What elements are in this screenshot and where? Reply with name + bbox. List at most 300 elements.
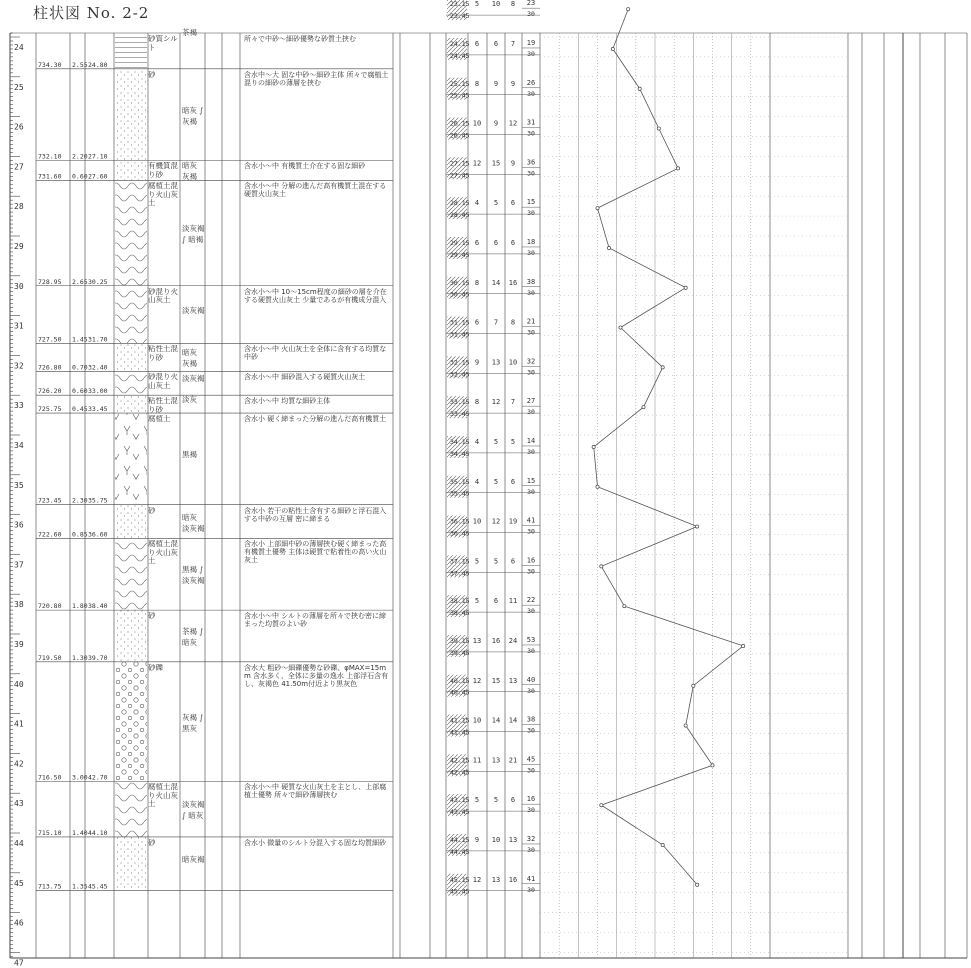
spt-depth: 30.15 (450, 278, 470, 287)
spt-penetration: 30 (527, 885, 535, 894)
spt-penetration: 30 (527, 646, 535, 655)
n-value-point (592, 445, 595, 448)
spt-bottom-depth: 27.45 (450, 171, 470, 180)
spt-depth: 41.15 (450, 716, 470, 725)
layer-thickness: 2.30 (72, 496, 88, 505)
layer-color-text: 暗灰 淡灰褐 (182, 512, 205, 533)
spt-blows-2: 12 (491, 517, 501, 526)
spt-n-value: 16 (526, 556, 536, 565)
layer-bottom-depth: 31.70 (88, 335, 108, 344)
depth-scale-label: 24 (14, 43, 24, 52)
spt-bottom-depth: 34.45 (450, 449, 470, 458)
layer-elevation: 725.75 (38, 405, 62, 414)
spt-penetration: 30 (527, 686, 535, 695)
layer-description-text: 含水小～中 有機質土介在する固な細砂 (244, 162, 366, 171)
layer-soil-name (148, 182, 180, 302)
spt-blows-2: 7 (493, 318, 499, 327)
layer-description (244, 839, 392, 959)
spt-bottom-depth: 45.45 (450, 887, 470, 896)
n-value-point (611, 47, 614, 50)
layer-thickness: 1.40 (72, 828, 88, 837)
depth-scale-label: 29 (14, 242, 24, 251)
spt-bottom-depth: 23.45 (450, 12, 470, 21)
spt-penetration: 30 (527, 129, 535, 138)
spt-penetration: 30 (527, 49, 535, 58)
spt-blows-2: 13 (491, 875, 501, 884)
layer-bottom-depth: 38.40 (88, 602, 108, 611)
spt-blows-2: 6 (493, 238, 499, 247)
spt-depth: 35.15 (450, 477, 470, 486)
spt-n-value: 23 (526, 0, 536, 8)
spt-blows-1: 9 (474, 835, 480, 844)
spt-bottom-depth: 28.45 (450, 211, 470, 220)
spt-depth: 24.15 (450, 39, 470, 48)
layer-bottom-depth: 35.75 (88, 496, 108, 505)
spt-blows-2: 12 (491, 398, 501, 407)
depth-scale-label: 47 (14, 958, 24, 968)
spt-blows-3: 16 (508, 875, 518, 884)
spt-blows-2: 5 (493, 557, 499, 566)
layer-soil-name-text: 砂質シルト (148, 35, 178, 52)
spt-blows-1: 6 (474, 318, 480, 327)
layer-soil-name-text: 粘性土混り砂 (148, 345, 178, 362)
layer-thickness: 2.65 (72, 277, 88, 286)
spt-penetration: 30 (527, 169, 535, 178)
layer-color-text: 茶褐 (182, 28, 197, 37)
spt-bottom-depth: 39.45 (450, 648, 470, 657)
layer-color-text: 暗灰 灰褐 (182, 348, 197, 369)
n-value-point (600, 565, 603, 568)
spt-blows-1: 4 (474, 477, 480, 486)
spt-n-value: 38 (526, 277, 536, 286)
n-value-point (661, 843, 664, 846)
n-value-point (623, 605, 626, 608)
spt-depth: 42.15 (450, 756, 470, 765)
spt-blows-3: 14 (508, 716, 518, 725)
layer-color (182, 854, 206, 968)
spt-penetration: 30 (527, 209, 535, 218)
spt-depth: 36.15 (450, 517, 470, 526)
layer-thickness: 1.30 (72, 653, 88, 662)
spt-penetration: 30 (527, 328, 535, 337)
spt-depth: 23.15 (450, 0, 470, 9)
layer-description-text: 含水小～中 10～15cm程度の細砂の層を介在する硬質火山灰土 少量であるが有機成分混入 (244, 287, 387, 304)
layer-bottom-depth: 30.25 (88, 277, 108, 286)
layer-description-text: 含水小～中 火山灰土を全体に含有する均質な中砂 (244, 345, 387, 362)
n-value-point (600, 804, 603, 807)
spt-penetration: 30 (527, 487, 535, 496)
spt-bottom-depth: 29.45 (450, 250, 470, 259)
spt-n-value: 14 (526, 436, 536, 445)
layer-thickness: 2.20 (72, 152, 88, 161)
soil-pattern-fill (115, 413, 147, 505)
spt-bottom-depth: 40.45 (450, 688, 470, 697)
spt-blows-3: 6 (510, 557, 516, 566)
layer-soil-name-text: 砂 (148, 70, 156, 79)
depth-scale-label: 44 (14, 839, 24, 848)
spt-penetration: 30 (527, 607, 535, 616)
soil-pattern-fill (115, 395, 147, 413)
spt-bottom-depth: 30.45 (450, 290, 470, 299)
spt-depth: 44.15 (450, 835, 470, 844)
layer-color-text: 淡灰褐 (182, 305, 205, 315)
layer-elevation: 731.60 (38, 172, 62, 181)
spt-blows-2: 13 (491, 756, 501, 765)
spt-blows-1: 5 (474, 796, 480, 805)
layer-bottom-depth: 27.10 (88, 152, 108, 161)
layer-soil-name-text: 粘性土混り砂 (148, 397, 178, 414)
spt-blows-2: 9 (493, 119, 499, 128)
spt-depth: 37.15 (450, 557, 470, 566)
soil-pattern-fill (115, 837, 147, 891)
layer-color-text: 淡灰 (182, 395, 197, 405)
soil-pattern-fill (115, 33, 147, 69)
layer-thickness: 1.35 (72, 882, 88, 891)
layer-thickness: 0.60 (72, 387, 88, 396)
spt-blows-1: 10 (472, 517, 482, 526)
layer-soil-name (148, 839, 180, 959)
layer-soil-name-text: 砂 (148, 612, 156, 621)
spt-blows-1: 5 (474, 597, 480, 606)
layer-elevation: 727.50 (38, 335, 62, 344)
spt-blows-3: 13 (508, 835, 518, 844)
spt-penetration: 30 (527, 845, 535, 854)
spt-n-value: 26 (526, 78, 536, 87)
spt-penetration: 30 (527, 368, 535, 377)
layer-color-text: 淡灰褐 ∫ 暗灰 (182, 800, 205, 821)
layer-color-text: 暗灰 灰褐 (182, 161, 197, 182)
spt-n-value: 16 (526, 795, 536, 804)
layer-soil-name-text: 砂混り火山灰土 (148, 373, 178, 390)
spt-blows-2: 14 (491, 716, 501, 725)
n-value-point (742, 644, 745, 647)
spt-blows-1: 12 (472, 159, 482, 168)
spt-penetration: 30 (527, 10, 535, 19)
spt-blows-2: 6 (493, 39, 499, 48)
spt-blows-2: 9 (493, 79, 499, 88)
layer-thickness: 1.80 (72, 602, 88, 611)
layer-elevation: 728.95 (38, 277, 62, 286)
layer-bottom-depth: 44.10 (88, 828, 108, 837)
layer-description-text: 含水小 微量のシルト分混入する固な均質細砂 (244, 838, 387, 847)
spt-blows-1: 8 (474, 398, 480, 407)
spt-depth: 33.15 (450, 398, 470, 407)
depth-scale-label: 36 (14, 520, 24, 530)
spt-depth: 38.15 (450, 597, 470, 606)
soil-pattern-fill (115, 160, 147, 180)
n-value-point (661, 366, 664, 369)
spt-blows-2: 13 (491, 358, 501, 367)
spt-bottom-depth: 38.45 (450, 609, 470, 618)
spt-blows-2: 10 (491, 0, 501, 9)
spt-depth: 34.15 (450, 437, 470, 446)
spt-blows-3: 21 (508, 756, 518, 765)
layer-description (244, 664, 392, 784)
soil-pattern-fill (115, 69, 147, 161)
soil-pattern-fill (115, 505, 147, 539)
layer-bottom-depth: 42.70 (88, 773, 108, 782)
spt-blows-1: 5 (474, 0, 480, 9)
spt-blows-1: 9 (474, 358, 480, 367)
spt-penetration: 30 (527, 726, 535, 735)
layer-bottom-depth: 39.70 (88, 653, 108, 662)
spt-depth: 40.15 (450, 676, 470, 685)
layer-thickness: 1.45 (72, 335, 88, 344)
layer-elevation: 722.60 (38, 530, 62, 539)
spt-depth: 27.15 (450, 159, 470, 168)
n-value-point (619, 326, 622, 329)
spt-penetration: 30 (527, 248, 535, 257)
layer-color-text: 淡灰褐 ∫ 暗褐 (182, 224, 205, 244)
depth-scale-label: 42 (14, 759, 24, 769)
spt-n-value: 32 (526, 834, 536, 843)
spt-blows-3: 16 (508, 278, 518, 287)
spt-blows-3: 6 (510, 796, 516, 805)
n-value-point (642, 406, 645, 409)
spt-blows-2: 14 (491, 278, 501, 287)
layer-elevation: 715.10 (38, 828, 62, 837)
spt-n-value: 38 (526, 715, 536, 724)
soil-pattern-fill (115, 286, 147, 344)
depth-scale-label: 27 (14, 162, 24, 172)
spt-blows-2: 16 (491, 636, 501, 645)
layer-description-text: 含水小 上部細中砂の薄層挟む硬く締まった高有機質土優勢 主体は硬質で粘着性の高い火山灰土 (244, 540, 387, 565)
spt-bottom-depth: 41.45 (450, 728, 470, 737)
depth-scale-label: 43 (14, 799, 24, 809)
spt-bottom-depth: 42.45 (450, 768, 470, 777)
soil-pattern-fill (115, 343, 147, 371)
n-value-point (596, 207, 599, 210)
layer-description-text: 含水小～中 分解の進んだ高有機質土混在する硬質火山灰土 (244, 182, 387, 199)
page-title: 柱状図 No. 2-2 (33, 4, 150, 22)
layer-thickness: 0.70 (72, 363, 88, 372)
layer-description-text: 含水小 硬く締まった分解の進んだ高有機質土 (244, 415, 387, 424)
spt-penetration: 30 (527, 766, 535, 775)
spt-blows-3: 6 (510, 199, 516, 208)
n-value-point (684, 724, 687, 727)
spt-n-value: 40 (526, 675, 536, 684)
n-value-point (684, 286, 687, 289)
layer-thickness: 2.55 (72, 60, 88, 69)
spt-bottom-depth: 37.45 (450, 569, 470, 578)
layer-elevation: 726.80 (38, 363, 62, 372)
layer-bottom-depth: 45.45 (88, 882, 108, 891)
spt-penetration: 30 (527, 567, 535, 576)
spt-bottom-depth: 35.45 (450, 489, 470, 498)
n-value-point (638, 87, 641, 90)
depth-scale-label: 37 (14, 560, 24, 570)
spt-penetration: 30 (527, 288, 535, 297)
spt-blows-2: 5 (493, 437, 499, 446)
depth-scale-label: 41 (14, 719, 24, 729)
soil-pattern-fill (115, 180, 147, 285)
depth-scale-label: 26 (14, 122, 24, 132)
depth-scale-label: 35 (14, 480, 24, 490)
spt-bottom-depth: 36.45 (450, 529, 470, 538)
spt-blows-2: 5 (493, 796, 499, 805)
spt-blows-3: 9 (510, 159, 516, 168)
layer-soil-name-text: 砂礫 (148, 663, 163, 672)
layer-thickness: 3.00 (72, 773, 88, 782)
spt-blows-1: 10 (472, 119, 482, 128)
layer-soil-name-text: 砂混り火山灰土 (148, 287, 178, 305)
spt-n-value: 21 (526, 317, 536, 326)
spt-depth: 26.15 (450, 119, 470, 128)
n-value-point (696, 525, 699, 528)
spt-depth: 28.15 (450, 199, 470, 208)
layer-description-text: 含水小～中 硬質な火山灰土を主とし、上部腐植土優勢 所々で細砂薄層挟む (244, 783, 387, 800)
layer-bottom-depth: 24.80 (88, 60, 108, 69)
depth-scale-label: 40 (14, 679, 24, 689)
layer-elevation: 720.80 (38, 602, 62, 611)
spt-penetration: 30 (527, 527, 535, 536)
spt-blows-3: 12 (508, 119, 518, 128)
spt-blows-3: 11 (508, 597, 518, 606)
layer-bottom-depth: 27.60 (88, 172, 108, 181)
spt-n-value: 27 (526, 397, 536, 406)
n-value-point (692, 684, 695, 687)
layer-elevation: 716.50 (38, 773, 62, 782)
spt-blows-1: 12 (472, 875, 482, 884)
depth-scale-label: 34 (14, 441, 24, 450)
n-value-chart (540, 8, 848, 958)
depth-scale-label: 39 (14, 640, 24, 649)
layer-soil-name-text: 砂 (148, 506, 156, 515)
depth-scale-label: 46 (14, 918, 24, 928)
spt-n-value: 41 (526, 516, 536, 525)
spt-blows-1: 4 (474, 437, 480, 446)
spt-blows-2: 6 (493, 597, 499, 606)
spt-blows-2: 10 (491, 835, 501, 844)
spt-depth: 45.15 (450, 875, 470, 884)
layer-thickness: 0.45 (72, 405, 88, 414)
layer-soil-name-text: 有機質混り砂 (148, 162, 178, 179)
spt-blows-1: 8 (474, 278, 480, 287)
spt-n-value: 31 (526, 118, 536, 127)
spt-blows-2: 15 (491, 676, 501, 685)
spt-n-value: 15 (526, 476, 536, 485)
layer-soil-name (148, 664, 180, 784)
layer-bottom-depth: 36.60 (88, 530, 108, 539)
spt-depth: 25.15 (450, 79, 470, 88)
layer-description-text: 含水中～大 固な中砂～細砂主体 所々で腐植土混りの細砂の薄層を挟む (244, 70, 389, 87)
spt-bottom-depth: 26.45 (450, 131, 470, 140)
depth-scale-label: 45 (14, 878, 24, 888)
spt-blows-3: 7 (510, 398, 516, 407)
spt-blows-3: 8 (510, 318, 516, 327)
spt-n-value: 36 (526, 158, 536, 167)
spt-blows-3: 13 (508, 676, 518, 685)
layer-color-text: 黒褐 ∫ 淡灰褐 (182, 565, 205, 586)
layer-color-text: 黒褐 (182, 449, 197, 459)
spt-blows-2: 15 (491, 159, 501, 168)
n-value-point (676, 167, 679, 170)
spt-penetration: 30 (527, 89, 535, 98)
depth-scale-label: 30 (14, 281, 24, 291)
layer-elevation: 726.20 (38, 387, 62, 396)
spt-blows-1: 6 (474, 39, 480, 48)
spt-blows-3: 6 (510, 238, 516, 247)
spt-n-value: 41 (526, 874, 536, 883)
spt-n-value: 32 (526, 357, 536, 366)
spt-blows-3: 24 (508, 636, 518, 645)
spt-blows-3: 6 (510, 477, 516, 486)
layer-soil-name-text: 腐植土 (148, 415, 171, 424)
spt-n-value: 18 (526, 237, 536, 246)
depth-scale-label: 28 (14, 202, 24, 212)
spt-n-value: 53 (526, 635, 536, 644)
spt-depth: 43.15 (450, 796, 470, 805)
spt-bottom-depth: 24.45 (450, 51, 470, 60)
spt-bottom-depth: 43.45 (450, 808, 470, 817)
spt-blows-2: 5 (493, 477, 499, 486)
depth-scale-label: 31 (14, 321, 24, 331)
spt-bottom-depth: 32.45 (450, 370, 470, 379)
layer-color-text: 淡灰褐 (182, 374, 205, 384)
layer-color-text: 暗灰褐 (182, 854, 205, 864)
depth-scale-label: 25 (14, 82, 24, 92)
spt-blows-2: 5 (493, 199, 499, 208)
depth-scale-label: 38 (14, 600, 24, 610)
layer-bottom-depth: 33.45 (88, 405, 108, 414)
spt-blows-1: 10 (472, 716, 482, 725)
spt-penetration: 30 (527, 447, 535, 456)
spt-blows-1: 4 (474, 199, 480, 208)
n-value-point (657, 127, 660, 130)
table-text-layer (14, 0, 535, 968)
layer-description-text: 含水小～中 均質な細砂主体 (244, 397, 331, 406)
spt-depth: 32.15 (450, 358, 470, 367)
spt-blows-3: 8 (510, 0, 516, 9)
soil-pattern-fill (115, 610, 147, 662)
layer-bottom-depth: 32.40 (88, 363, 108, 372)
n-value-point (596, 485, 599, 488)
n-value-point (711, 764, 714, 767)
layer-soil-name-text: 腐植土混り火山灰土 (148, 783, 178, 809)
n-value-point (627, 8, 630, 11)
spt-bottom-depth: 33.45 (450, 410, 470, 419)
n-value-point (607, 246, 610, 249)
soil-pattern-fill (115, 538, 147, 610)
layer-thickness: 0.60 (72, 172, 88, 181)
layer-thickness: 0.85 (72, 530, 88, 539)
spt-n-value: 19 (526, 38, 536, 47)
layer-color-text: 灰褐 ∫ 黒灰 (182, 712, 204, 733)
layer-description-text: 含水大 粗砂～細礫優勢な砂礫、φMAX=15mm 含水多く、全体に多量の逸水 上部浮石含有し、灰褐色 41.50m付近より黒灰色 (244, 663, 389, 688)
spt-blows-3: 5 (510, 437, 516, 446)
spt-blows-3: 9 (510, 79, 516, 88)
spt-blows-1: 13 (472, 636, 482, 645)
layer-description-text: 含水小 若干の粘性土含有する細砂と浮石混入する中砂の互層 密に締まる (244, 506, 387, 523)
spt-depth: 29.15 (450, 238, 470, 247)
layer-color-text: 暗灰 ∫ 灰褐 (182, 105, 204, 126)
spt-n-value: 22 (526, 596, 536, 605)
spt-blows-1: 6 (474, 238, 480, 247)
spt-blows-3: 10 (508, 358, 518, 367)
depth-scale-label: 33 (14, 401, 24, 411)
spt-blows-1: 5 (474, 557, 480, 566)
depth-scale-label: 32 (14, 361, 24, 371)
layer-soil-name-text: 腐植土混り火山灰土 (148, 540, 178, 566)
layer-description-text: 含水小～中 細砂混入する硬質火山灰土 (244, 373, 366, 382)
layer-elevation: 732.10 (38, 152, 62, 161)
spt-n-value: 45 (526, 755, 536, 764)
spt-depth: 31.15 (450, 318, 470, 327)
layer-description (244, 182, 392, 302)
spt-blows-3: 19 (508, 517, 518, 526)
spt-blows-3: 7 (510, 39, 516, 48)
spt-blows-1: 8 (474, 79, 480, 88)
